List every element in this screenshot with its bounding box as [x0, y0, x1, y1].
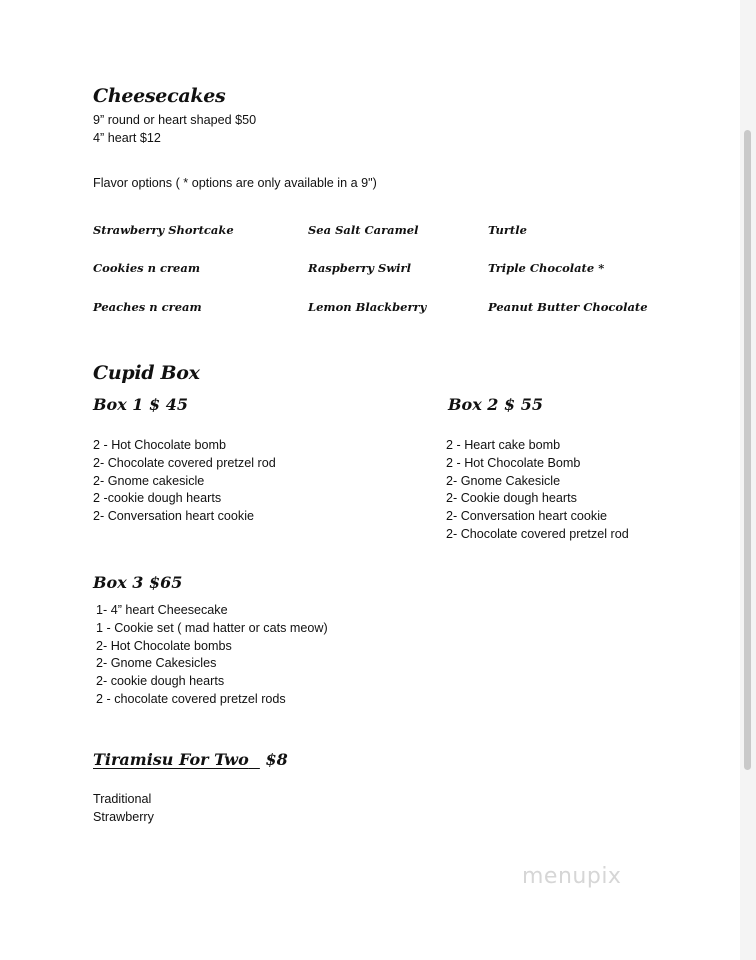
- size-line: 4” heart $12: [93, 130, 161, 145]
- box2-title: Box 2 $ 55: [448, 395, 543, 414]
- list-item: 2- Gnome Cakesicles: [96, 656, 217, 671]
- cheesecakes-heading: Cheesecakes: [93, 85, 226, 107]
- tiramisu-price: $8: [265, 750, 288, 769]
- list-item: 2- Chocolate covered pretzel rod: [446, 526, 629, 541]
- list-item: 2 - Hot Chocolate Bomb: [446, 455, 581, 470]
- box3-items: [96, 602, 328, 709]
- cheesecake-sizes: [93, 112, 256, 148]
- scrollbar-thumb[interactable]: [744, 130, 751, 770]
- list-item: 2- Hot Chocolate bombs: [96, 638, 232, 653]
- flavor-item: Lemon Blackberry: [308, 300, 427, 314]
- box1-title: Box 1 $ 45: [93, 395, 188, 414]
- flavor-options-note: Flavor options ( * options are only available in a 9"): [93, 176, 377, 190]
- list-item: 1 - Cookie set ( mad hatter or cats meow): [96, 620, 328, 635]
- list-item: 2- Conversation heart cookie: [93, 509, 255, 524]
- flavor-item: Peaches n cream: [93, 300, 202, 314]
- flavor-item: Turtle: [488, 223, 527, 237]
- flavor-item: Strawberry Shortcake: [93, 223, 234, 237]
- list-item: 2 - chocolate covered pretzel rods: [96, 691, 286, 706]
- scrollbar[interactable]: [740, 0, 756, 960]
- tiramisu-heading: [93, 750, 288, 769]
- list-item: Traditional: [93, 792, 152, 806]
- flavor-item: Sea Salt Caramel: [308, 223, 419, 237]
- flavor-item: Peanut Butter Chocolate: [488, 300, 648, 314]
- cupid-box-heading: Cupid Box: [93, 362, 200, 384]
- list-item: 2 -cookie dough hearts: [93, 491, 222, 506]
- box2-items: [446, 437, 629, 544]
- flavor-item: Raspberry Swirl: [308, 261, 411, 275]
- flavor-item: Cookies n cream: [93, 261, 200, 275]
- list-item: 2 - Heart cake bomb: [446, 438, 561, 452]
- list-item: 2- Gnome Cakesicle: [446, 473, 561, 488]
- list-item: 2- Conversation heart cookie: [446, 509, 608, 524]
- list-item: 1- 4” heart Cheesecake: [96, 603, 228, 617]
- box3-title: Box 3 $65: [93, 573, 183, 592]
- list-item: 2- Gnome cakesicle: [93, 473, 205, 488]
- tiramisu-title: Tiramisu For Two: [93, 750, 249, 769]
- menupix-watermark: menupix: [522, 864, 622, 889]
- list-item: 2 - Hot Chocolate bomb: [93, 438, 227, 452]
- tiramisu-options: [93, 791, 154, 827]
- list-item: Strawberry: [93, 809, 154, 824]
- list-item: 2- cookie dough hearts: [96, 674, 225, 689]
- list-item: 2- Chocolate covered pretzel rod: [93, 455, 276, 470]
- size-line: 9” round or heart shaped $50: [93, 113, 257, 127]
- flavor-item: Triple Chocolate *: [488, 261, 605, 275]
- list-item: 2- Cookie dough hearts: [446, 491, 577, 506]
- box1-items: [93, 437, 276, 526]
